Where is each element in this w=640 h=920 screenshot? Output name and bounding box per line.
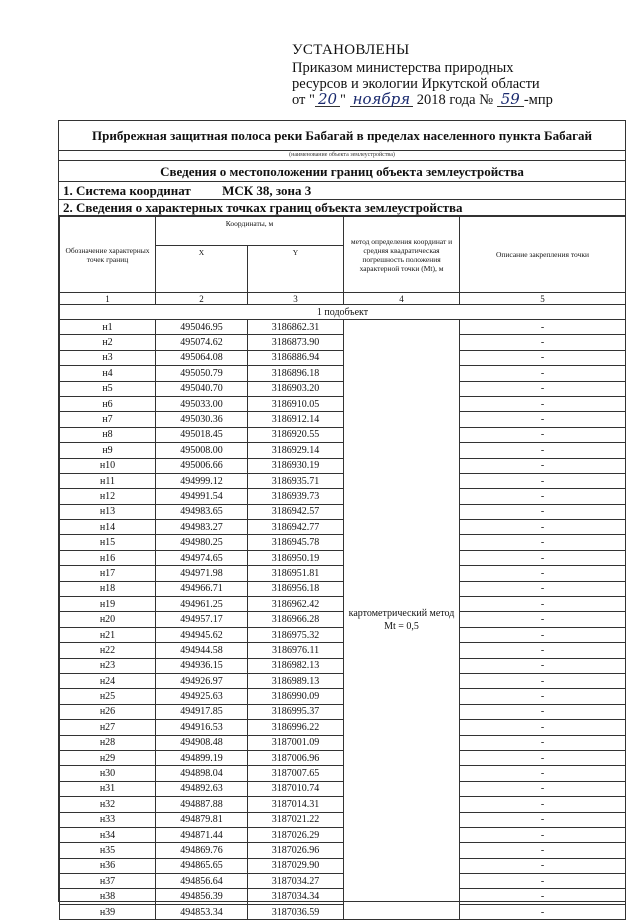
coord-y: 3187029.90 xyxy=(248,858,344,873)
table-row xyxy=(60,643,626,658)
col-header-x: X xyxy=(156,246,248,293)
coord-y: 3187034.34 xyxy=(248,889,344,904)
coord-y: 3186929.14 xyxy=(248,443,344,458)
table-row xyxy=(60,427,626,442)
point-desc: - xyxy=(460,489,626,504)
coord-y: 3186976.11 xyxy=(248,643,344,658)
table-row xyxy=(60,458,626,473)
coord-y: 3186903.20 xyxy=(248,381,344,396)
coord-x: 494945.62 xyxy=(156,627,248,642)
coord-y: 3187010.74 xyxy=(248,781,344,796)
coord-x: 494926.97 xyxy=(156,673,248,688)
approval-date-line xyxy=(292,92,592,108)
coord-y: 3187036.59 xyxy=(248,904,344,919)
point-desc: - xyxy=(460,550,626,565)
coord-x: 494879.81 xyxy=(156,812,248,827)
coord-x: 495033.00 xyxy=(156,396,248,411)
point-name: н30 xyxy=(60,766,156,781)
point-desc: - xyxy=(460,597,626,612)
point-desc: - xyxy=(460,827,626,842)
coord-x: 494936.15 xyxy=(156,658,248,673)
coord-y: 3186930.19 xyxy=(248,458,344,473)
point-desc: - xyxy=(460,704,626,719)
coord-x: 494966.71 xyxy=(156,581,248,596)
coord-y: 3186886.94 xyxy=(248,350,344,365)
coord-y: 3186935.71 xyxy=(248,473,344,488)
table-row xyxy=(60,750,626,765)
coord-y: 3186975.32 xyxy=(248,627,344,642)
coord-x: 494980.25 xyxy=(156,535,248,550)
coord-y: 3186956.18 xyxy=(248,581,344,596)
coord-y: 3186912.14 xyxy=(248,412,344,427)
table-row xyxy=(60,489,626,504)
table-row xyxy=(60,612,626,627)
point-name: н37 xyxy=(60,874,156,889)
table-row xyxy=(60,797,626,812)
table-row xyxy=(60,412,626,427)
table-row xyxy=(60,766,626,781)
coord-y: 3187034.27 xyxy=(248,874,344,889)
coord-x: 494898.04 xyxy=(156,766,248,781)
point-name: н27 xyxy=(60,720,156,735)
coord-y: 3186942.77 xyxy=(248,520,344,535)
coord-x: 495006.66 xyxy=(156,458,248,473)
coord-y: 3186966.28 xyxy=(248,612,344,627)
table-row xyxy=(60,874,626,889)
point-desc: - xyxy=(460,781,626,796)
table-row xyxy=(60,889,626,904)
point-name: н13 xyxy=(60,504,156,519)
coord-x: 494983.65 xyxy=(156,504,248,519)
coord-y: 3187001.09 xyxy=(248,735,344,750)
point-name: н22 xyxy=(60,643,156,658)
coord-y: 3187021.22 xyxy=(248,812,344,827)
coord-x: 495064.08 xyxy=(156,350,248,365)
coord-x: 494865.65 xyxy=(156,858,248,873)
point-name: н12 xyxy=(60,489,156,504)
point-desc: - xyxy=(460,658,626,673)
point-desc: - xyxy=(460,581,626,596)
point-desc: - xyxy=(460,473,626,488)
coord-y: 3186982.13 xyxy=(248,658,344,673)
coord-y: 3186920.55 xyxy=(248,427,344,442)
coord-x: 494916.53 xyxy=(156,720,248,735)
point-name: н9 xyxy=(60,443,156,458)
point-desc: - xyxy=(460,320,626,335)
point-name: н19 xyxy=(60,597,156,612)
point-desc: - xyxy=(460,858,626,873)
point-name: н2 xyxy=(60,335,156,350)
coord-y: 3186989.13 xyxy=(248,673,344,688)
coord-x: 495008.00 xyxy=(156,443,248,458)
coord-x: 495074.62 xyxy=(156,335,248,350)
table-row xyxy=(60,843,626,858)
coord-y: 3186990.09 xyxy=(248,689,344,704)
coord-y: 3186951.81 xyxy=(248,566,344,581)
col-header-desc: Описание закрепления точки xyxy=(460,217,626,293)
table-row xyxy=(60,858,626,873)
approval-from: от " xyxy=(292,92,315,108)
point-name: н24 xyxy=(60,673,156,688)
table-row xyxy=(60,597,626,612)
point-name: н32 xyxy=(60,797,156,812)
point-name: н28 xyxy=(60,735,156,750)
section-title: Сведения о местоположении границ объекта землеустройства xyxy=(59,160,625,182)
point-desc: - xyxy=(460,381,626,396)
coord-system xyxy=(59,182,625,200)
point-name: н39 xyxy=(60,904,156,919)
coord-x: 494957.17 xyxy=(156,612,248,627)
table-row xyxy=(60,550,626,565)
coord-x: 495030.36 xyxy=(156,412,248,427)
coord-x: 494856.64 xyxy=(156,874,248,889)
point-name: н5 xyxy=(60,381,156,396)
coord-x: 494991.54 xyxy=(156,489,248,504)
table-row xyxy=(60,335,626,350)
table-row xyxy=(60,504,626,519)
coord-y: 3187026.96 xyxy=(248,843,344,858)
col-num-3: 3 xyxy=(248,293,344,305)
col-header-point: Обозначение характерных точек границ xyxy=(60,217,156,293)
point-name: н10 xyxy=(60,458,156,473)
point-desc: - xyxy=(460,812,626,827)
table-row xyxy=(60,781,626,796)
point-name: н29 xyxy=(60,750,156,765)
table-row xyxy=(60,381,626,396)
table-row xyxy=(60,658,626,673)
table-row xyxy=(60,689,626,704)
coord-y: 3187014.31 xyxy=(248,797,344,812)
point-name: н15 xyxy=(60,535,156,550)
point-name: н33 xyxy=(60,812,156,827)
coord-x: 494899.19 xyxy=(156,750,248,765)
point-name: н7 xyxy=(60,412,156,427)
point-desc: - xyxy=(460,735,626,750)
col-header-y: Y xyxy=(248,246,344,293)
coord-x: 494983.27 xyxy=(156,520,248,535)
coord-x: 494887.88 xyxy=(156,797,248,812)
points-title: 2. Сведения о характерных точках границ объекта землеустройства xyxy=(59,200,625,216)
table-row xyxy=(60,566,626,581)
coord-x: 494871.44 xyxy=(156,827,248,842)
table-row xyxy=(60,581,626,596)
coord-y: 3186945.78 xyxy=(248,535,344,550)
point-name: н26 xyxy=(60,704,156,719)
table-row xyxy=(60,535,626,550)
table-row xyxy=(60,673,626,688)
table-row xyxy=(60,904,626,919)
points-table xyxy=(59,216,626,920)
point-name: н16 xyxy=(60,550,156,565)
col-num-4: 4 xyxy=(344,293,460,305)
point-name: н36 xyxy=(60,858,156,873)
coord-y: 3186942.57 xyxy=(248,504,344,519)
point-desc: - xyxy=(460,904,626,919)
point-name: н23 xyxy=(60,658,156,673)
point-desc: - xyxy=(460,427,626,442)
point-name: н18 xyxy=(60,581,156,596)
coord-y: 3187007.65 xyxy=(248,766,344,781)
coord-x: 494999.12 xyxy=(156,473,248,488)
point-desc: - xyxy=(460,797,626,812)
point-desc: - xyxy=(460,566,626,581)
table-row xyxy=(60,320,626,335)
approval-year: 2018 года № xyxy=(416,92,494,108)
coord-x: 495046.95 xyxy=(156,320,248,335)
coord-y: 3186962.42 xyxy=(248,597,344,612)
point-name: н35 xyxy=(60,843,156,858)
subobject-label: 1 подобъект xyxy=(60,305,626,320)
approval-line-1: Приказом министерства природных xyxy=(292,60,514,76)
coord-x: 495018.45 xyxy=(156,427,248,442)
point-desc: - xyxy=(460,720,626,735)
point-desc: - xyxy=(460,843,626,858)
coord-x: 494961.25 xyxy=(156,597,248,612)
point-name: н17 xyxy=(60,566,156,581)
object-note: (наименование объекта землеустройства) xyxy=(289,152,395,158)
col-header-method: метод определения координат и средняя квадратическая погрешность положения характерной точки (Mt), м xyxy=(344,217,460,293)
coord-x: 494853.34 xyxy=(156,904,248,919)
coord-y: 3186996.22 xyxy=(248,720,344,735)
coord-x: 494908.48 xyxy=(156,735,248,750)
object-name: Прибрежная защитная полоса реки Бабагай в пределах населенного пункта Бабагай xyxy=(59,121,625,151)
point-desc: - xyxy=(460,412,626,427)
point-desc: - xyxy=(460,627,626,642)
point-name: н38 xyxy=(60,889,156,904)
point-desc: - xyxy=(460,443,626,458)
coord-system-value: МСК 38, зона 3 xyxy=(222,183,312,198)
approval-number: 59 xyxy=(497,92,524,107)
point-desc: - xyxy=(460,350,626,365)
point-desc: - xyxy=(460,643,626,658)
coord-x: 495040.70 xyxy=(156,381,248,396)
approval-suffix: -мпр xyxy=(523,92,553,108)
point-desc: - xyxy=(460,766,626,781)
point-name: н34 xyxy=(60,827,156,842)
point-desc: - xyxy=(460,504,626,519)
col-num-1: 1 xyxy=(60,293,156,305)
point-name: н11 xyxy=(60,473,156,488)
point-name: н14 xyxy=(60,520,156,535)
coord-x: 494971.98 xyxy=(156,566,248,581)
approval-month: ноября xyxy=(350,92,414,107)
point-desc: - xyxy=(460,366,626,381)
coord-y: 3186939.73 xyxy=(248,489,344,504)
table-row xyxy=(60,812,626,827)
point-desc: - xyxy=(460,673,626,688)
point-desc: - xyxy=(460,689,626,704)
table-row xyxy=(60,443,626,458)
point-name: н1 xyxy=(60,320,156,335)
point-desc: - xyxy=(460,874,626,889)
col-num-2: 2 xyxy=(156,293,248,305)
coord-y: 3186862.31 xyxy=(248,320,344,335)
point-desc: - xyxy=(460,458,626,473)
point-name: н4 xyxy=(60,366,156,381)
approval-day: 20 xyxy=(315,92,340,107)
point-desc: - xyxy=(460,335,626,350)
coord-x: 495050.79 xyxy=(156,366,248,381)
coord-y: 3186873.90 xyxy=(248,335,344,350)
coord-x: 494869.76 xyxy=(156,843,248,858)
point-desc: - xyxy=(460,750,626,765)
point-name: н21 xyxy=(60,627,156,642)
coord-x: 494892.63 xyxy=(156,781,248,796)
coord-y: 3186950.19 xyxy=(248,550,344,565)
approval-line-2: ресурсов и экологии Иркутской области xyxy=(292,76,540,92)
point-desc: - xyxy=(460,520,626,535)
table-row xyxy=(60,627,626,642)
point-name: н20 xyxy=(60,612,156,627)
col-num-5: 5 xyxy=(460,293,626,305)
table-row xyxy=(60,827,626,842)
approval-quote-close: " xyxy=(340,92,346,108)
coord-x: 494917.85 xyxy=(156,704,248,719)
coord-x: 494974.65 xyxy=(156,550,248,565)
table-row xyxy=(60,704,626,719)
table-row xyxy=(60,520,626,535)
coord-system-label: 1. Система координат xyxy=(63,183,191,198)
approval-title: УСТАНОВЛЕНЫ xyxy=(292,42,410,58)
point-desc: - xyxy=(460,612,626,627)
table-row xyxy=(60,720,626,735)
coord-y: 3187006.96 xyxy=(248,750,344,765)
coord-x: 494856.39 xyxy=(156,889,248,904)
coord-y: 3186910.05 xyxy=(248,396,344,411)
table-row xyxy=(60,366,626,381)
table-row xyxy=(60,396,626,411)
col-header-coords: Координаты, м xyxy=(156,217,344,246)
point-name: н25 xyxy=(60,689,156,704)
table-row xyxy=(60,350,626,365)
coord-y: 3186995.37 xyxy=(248,704,344,719)
point-desc: - xyxy=(460,535,626,550)
method-cell: картометрический метод Mt = 0,5 xyxy=(344,320,460,920)
point-name: н8 xyxy=(60,427,156,442)
point-desc: - xyxy=(460,889,626,904)
coord-x: 494925.63 xyxy=(156,689,248,704)
table-row xyxy=(60,735,626,750)
coord-x: 494944.58 xyxy=(156,643,248,658)
coord-y: 3186896.18 xyxy=(248,366,344,381)
point-name: н3 xyxy=(60,350,156,365)
point-name: н31 xyxy=(60,781,156,796)
coord-y: 3187026.29 xyxy=(248,827,344,842)
document-frame xyxy=(58,120,626,918)
approval-block xyxy=(292,42,592,108)
point-desc: - xyxy=(460,396,626,411)
table-row xyxy=(60,473,626,488)
point-name: н6 xyxy=(60,396,156,411)
